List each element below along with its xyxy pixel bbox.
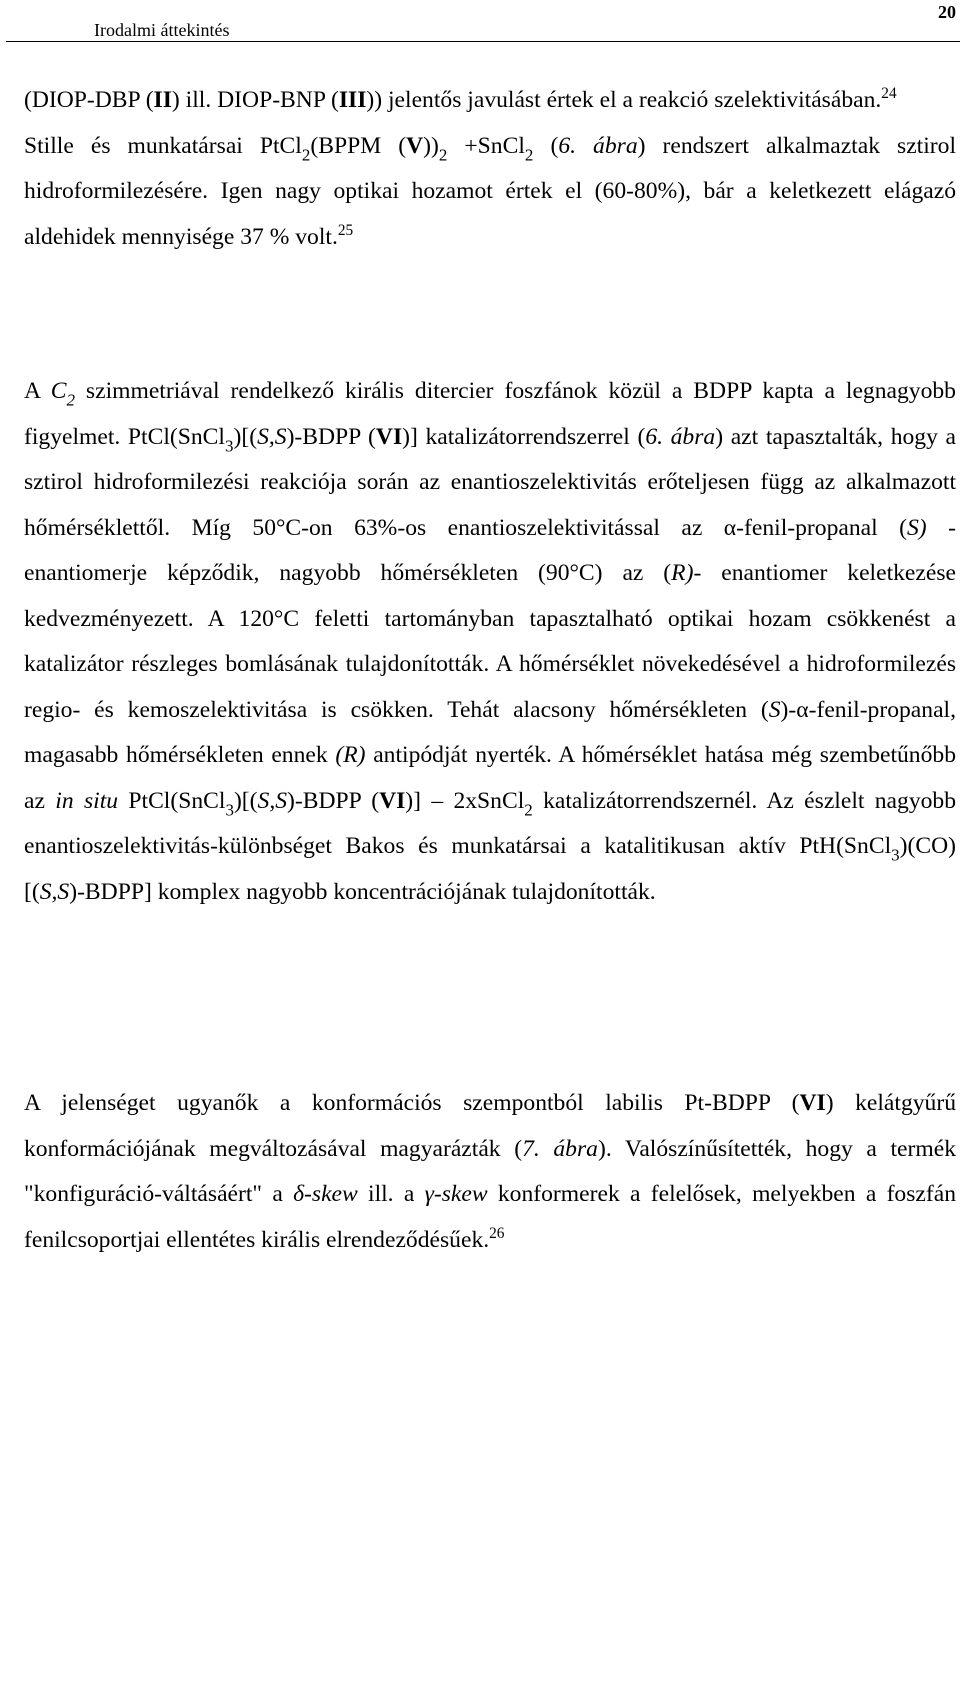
- page-header: [0, 0, 960, 40]
- text-run: ill. a: [357, 1181, 425, 1207]
- citation-ref: 24: [881, 84, 897, 102]
- text-run: )-α-fenil-propanal, magasabb hőmérsékleten ennek: [24, 696, 956, 768]
- figure-ref: 7. ábra: [522, 1135, 598, 1162]
- paragraph-3: [24, 1081, 956, 1263]
- paragraph-2: [24, 369, 956, 915]
- subscript: 2: [301, 145, 311, 165]
- stereo-descriptor: S: [768, 696, 781, 723]
- stereo-descriptor: S): [907, 514, 927, 541]
- text-run: (: [533, 132, 559, 159]
- text-run: )(CO)[(: [24, 833, 956, 905]
- text-run: )] katalizátorrendszerrel (: [402, 423, 646, 450]
- compound-number: III: [338, 87, 367, 113]
- subscript: 3: [224, 436, 234, 456]
- subscript: 2: [524, 145, 534, 165]
- text-run: )] – 2xSnCl: [405, 787, 525, 814]
- stereo-descriptor: S,S: [39, 878, 70, 905]
- text-run: )-BDPP (: [287, 787, 380, 814]
- text-run: )) jelentős javulást értek el a reakció szelektivitásában.: [366, 87, 882, 113]
- header-rule: [6, 41, 960, 42]
- text-run: +SnCl: [447, 132, 525, 159]
- text-run: antipódját nyerték. A hőmérséklet hatása még szembetűnőbb az: [24, 742, 956, 814]
- subscript: 2: [438, 145, 448, 165]
- conformer-term: δ-skew: [293, 1181, 358, 1207]
- text-run: )[(: [233, 423, 258, 450]
- text-run: ) kelátgyűrű konformációjának megváltozásával magyarázták (: [24, 1090, 956, 1162]
- text-run: )-BDPP (: [286, 423, 376, 450]
- text-run: konformerek a felelősek, melyekben a foszfán fenilcsoportjai ellentétes királis elrendeződésűek.: [24, 1181, 957, 1253]
- subscript: 3: [891, 845, 900, 865]
- text-run: )[(: [233, 787, 258, 814]
- text-run: szimmetriával rendelkező királis ditercier foszfánok közül a BDPP kapta a legnagyobb figyelmet. PtCl(SnCl: [24, 378, 956, 450]
- stereo-descriptor: (R): [335, 742, 366, 768]
- subscript: 2: [524, 800, 533, 820]
- text-run: A jelenséget ugyanők a konformációs szempontból labilis Pt-BDPP (: [24, 1090, 800, 1116]
- text-run: - enantiomer keletkezése kedvezményezett. A 120°C feletti tartományban tapasztalható optikai hozam csökkenést a katalizátor részleges bomlásának tulajdonították. A hőmérséklet növekedésével a hidroformilezés regio- és kemoszelektivitása is csökken. Tehát alacsony hőmérsékleten (: [24, 560, 956, 723]
- text-run: )-BDPP] komplex nagyobb koncentrációjának tulajdonították.: [69, 878, 656, 905]
- subscript: 2: [66, 390, 75, 410]
- text-run: ). Valószínűsítették, hogy a termék "konfiguráció-váltásáért" a: [24, 1135, 956, 1207]
- stereo-descriptor: S,S: [257, 787, 288, 814]
- figure-ref: 6. ábra: [645, 423, 716, 450]
- stereo-descriptor: R): [671, 560, 694, 586]
- text-run: - enantiomerje képződik, nagyobb hőmérsékleten (90°C) az (: [24, 514, 956, 586]
- stereo-descriptor: S,S: [257, 423, 287, 450]
- text-run: (DIOP-DBP (: [24, 87, 154, 113]
- compound-number: VI: [799, 1090, 826, 1116]
- text-run: ) rendszert alkalmaztak sztirol hidroformilezésére. Igen nagy optikai hozamot értek el (60-80%), bár a keletkezett elágazó aldehidek mennyisége 37 % volt.: [24, 132, 956, 250]
- paragraph-1: [24, 78, 956, 260]
- compound-number: II: [153, 87, 172, 113]
- text-run: )): [423, 132, 439, 159]
- symmetry-symbol: C: [50, 378, 67, 404]
- conformer-term: γ-skew: [424, 1181, 488, 1207]
- page-number: 20: [938, 2, 956, 22]
- compound-number: VI: [375, 423, 403, 450]
- text-run: PtCl(SnCl: [118, 787, 226, 814]
- compound-number: VI: [379, 787, 406, 814]
- compound-number: V: [406, 132, 424, 159]
- text-run: ) ill. DIOP-BNP (: [171, 87, 339, 113]
- subscript: 3: [225, 800, 234, 820]
- running-head-title: Irodalmi áttekintés: [94, 20, 230, 40]
- text-run: (BPPM (: [310, 132, 407, 159]
- citation-ref: 25: [337, 221, 354, 239]
- figure-ref: 6. ábra: [558, 132, 638, 159]
- latin-term: in situ: [55, 787, 119, 814]
- text-run: Stille és munkatársai PtCl: [24, 132, 302, 159]
- text-run: ) azt tapasztalták, hogy a sztirol hidroformilezési reakciója során az enantioszelektivitás erőteljesen függ az alkalmazott hőmérséklettől. Míg 50°C-on 63%-os enantioszelektivitással az α-fenil-propanal (: [24, 423, 956, 541]
- text-run: A: [24, 378, 51, 404]
- citation-ref: 26: [489, 1224, 505, 1242]
- text-run: katalizátorrendszernél. Az észlelt nagyobb enantioszelektivitás-különbséget Bakos és munkatársai a katalitikusan aktív PtH(SnCl: [24, 787, 957, 859]
